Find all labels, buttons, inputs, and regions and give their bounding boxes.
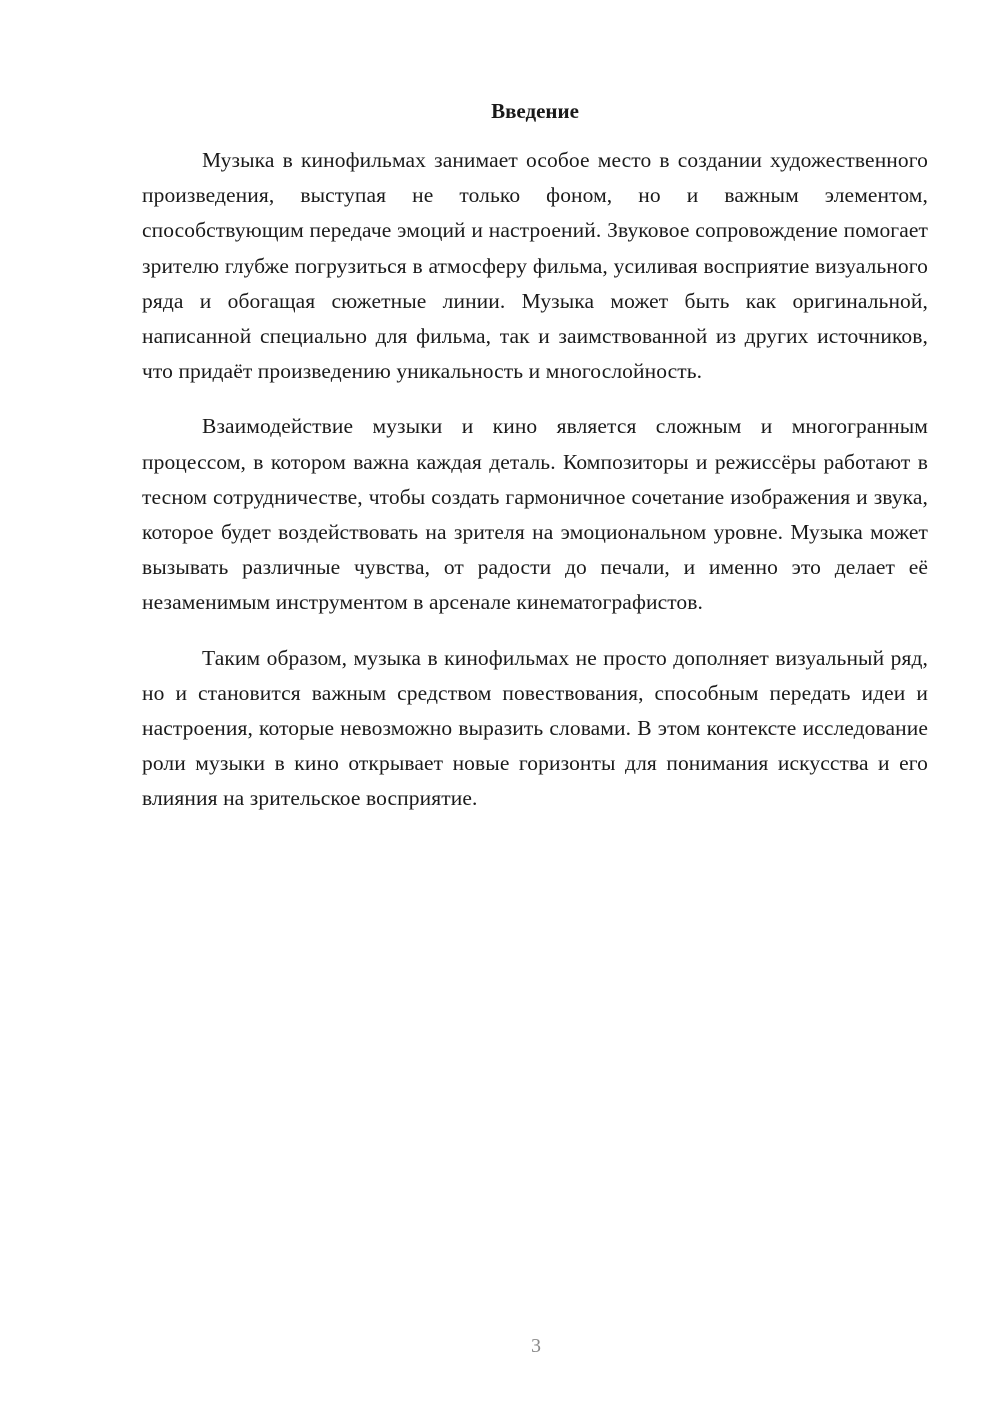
page-number: 3 [531, 1335, 541, 1357]
paragraph-2: Взаимодействие музыки и кино является сложным и многогранным процессом, в котором важна каждая деталь. Композиторы и режиссёры работают в тесном сотрудничестве, чтобы создать гармоничное сочетание изображения и звука, которое будет воздействовать на зрителя на эмоциональном уровне. Музыка может вызывать различные чувства, от радости до печали, и именно это делает её незаменимым инструментом в арсенале кинематографистов. [142, 414, 928, 615]
document-body [142, 143, 928, 837]
paragraph-3: Таким образом, музыка в кинофильмах не просто дополняет визуальный ряд, но и становится важным средством повествования, способным передать идеи и настроения, которые невозможно выразить словами. В этом контексте исследование роли музыки в кино открывает новые горизонты для понимания искусства и его влияния на зрительское восприятие. [142, 645, 928, 811]
paragraph-1: Музыка в кинофильмах занимает особое место в создании художественного произведения, выступая не только фоном, но и важным элементом, способствующим передаче эмоций и настроений. Звуковое сопровождение помогает зрителю глубже погрузиться в атмосферу фильма, усиливая восприятие визуального ряда и обогащая сюжетные линии. Музыка может быть как оригинальной, написанной специально для фильма, так и заимствованной из других источников, что придаёт произведению уникальность и многослойность. [142, 148, 928, 384]
section-heading: Введение [491, 99, 579, 123]
